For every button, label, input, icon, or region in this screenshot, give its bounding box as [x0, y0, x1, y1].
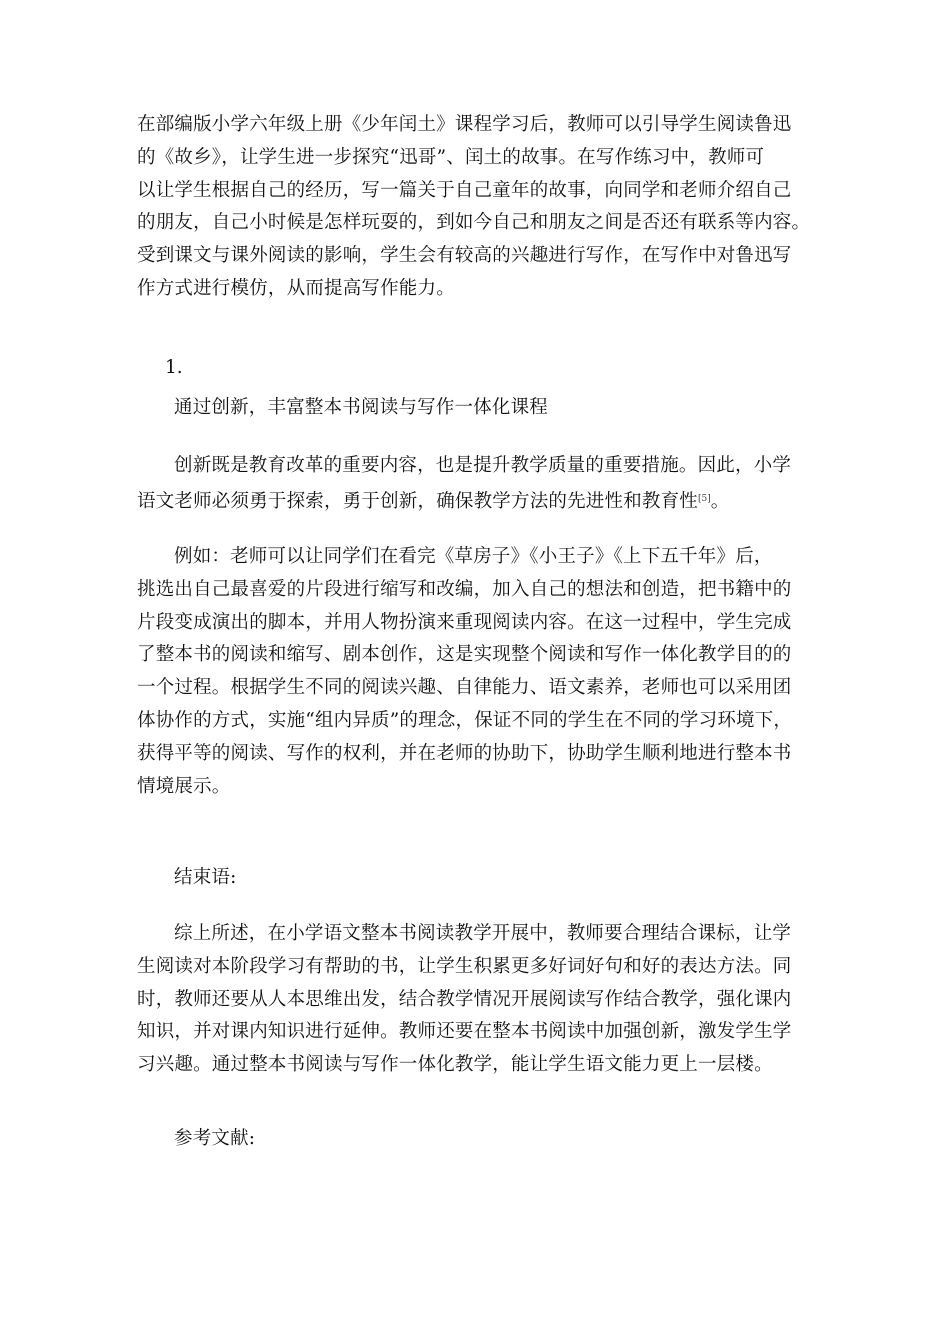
section-heading: 通过创新，丰富整本书阅读与写作一体化课程 — [174, 397, 549, 418]
text-line: 习兴趣。通过整本书阅读与写作一体化教学，能让学生语文能力更上一层楼。 — [137, 1054, 773, 1076]
text-line: 作方式进行模仿，从而提高写作能力。 — [137, 277, 455, 299]
paragraph-conclusion — [137, 918, 837, 1082]
text-line: 片段变成演出的脚本，并用人物扮演来重现阅读内容。在这一过程中，学生完成 — [137, 611, 792, 633]
references-heading-block — [137, 1123, 837, 1156]
text-line-with-citation — [137, 483, 837, 519]
conclusion-heading: 结束语: — [174, 867, 237, 888]
text-segment: 。 — [710, 490, 730, 512]
text-line: 一个过程。根据学生不同的阅读兴趣、自律能力、语文素养，老师也可以采用团 — [137, 677, 792, 699]
text-line: 以让学生根据自己的经历，写一篇关于自己童年的故事，向同学和老师介绍自己 — [137, 179, 792, 201]
section-heading-block — [137, 392, 837, 425]
text-line: 创新既是教育改革的重要内容，也是提升教学质量的重要措施。因此，小学 — [174, 455, 792, 476]
references-heading: 参考文献: — [174, 1128, 256, 1149]
text-line: 受到课文与课外阅读的影响，学生会有较高的兴趣进行写作，在写作中对鲁迅写 — [137, 245, 792, 267]
text-line: 了整本书的阅读和缩写、剧本创作，这是实现整个阅读和写作一体化教学目的的 — [137, 644, 792, 666]
text-line: 知识，并对课内知识进行延伸。教师还要在整本书阅读中加强创新，激发学生学 — [137, 1021, 792, 1043]
section-number: 1. — [165, 357, 183, 378]
text-line: 的《故乡》，让学生进一步探究“迅哥”、闰土的故事。在写作练习中，教师可 — [137, 146, 765, 168]
text-line: 的朋友，自己小时候是怎样玩耍的，到如今自己和朋友之间是否还有联系等内容。 — [137, 212, 811, 234]
paragraph-innovation — [137, 450, 837, 519]
text-line: 综上所述，在小学语文整本书阅读教学开展中，教师要合理结合课标，让学 — [174, 923, 792, 944]
text-line: 挑选出自己最喜爱的片段进行缩写和改编，加入自己的想法和创造，把书籍中的 — [137, 578, 792, 600]
text-line: 在部编版小学六年级上册《少年闰土》课程学习后，教师可以引导学生阅读鲁迅 — [137, 114, 792, 135]
paragraph-example — [137, 541, 837, 803]
conclusion-heading-block — [137, 862, 837, 895]
text-line: 例如：老师可以让同学们在看完《草房子》《小王子》《上下五千年》后， — [174, 546, 773, 567]
text-line: 获得平等的阅读、写作的权利，并在老师的协助下，协助学生顺利地进行整本书 — [137, 742, 792, 764]
text-line: 体协作的方式，实施“组内异质”的理念，保证不同的学生在不同的学习环境下， — [137, 709, 793, 731]
citation-mark: [5] — [698, 493, 711, 504]
text-line: 情境展示。 — [137, 775, 231, 797]
text-line: 时，教师还要从人本思维出发，结合教学情况开展阅读写作结合教学，强化课内 — [137, 988, 792, 1010]
text-line: 生阅读对本阶段学习有帮助的书，让学生积累更多好词好句和好的表达方法。同 — [137, 955, 792, 977]
paragraph-reading-guidance — [137, 109, 837, 306]
text-segment: 语文老师必须勇于探索，勇于创新，确保教学方法的先进性和教育性 — [137, 490, 699, 512]
